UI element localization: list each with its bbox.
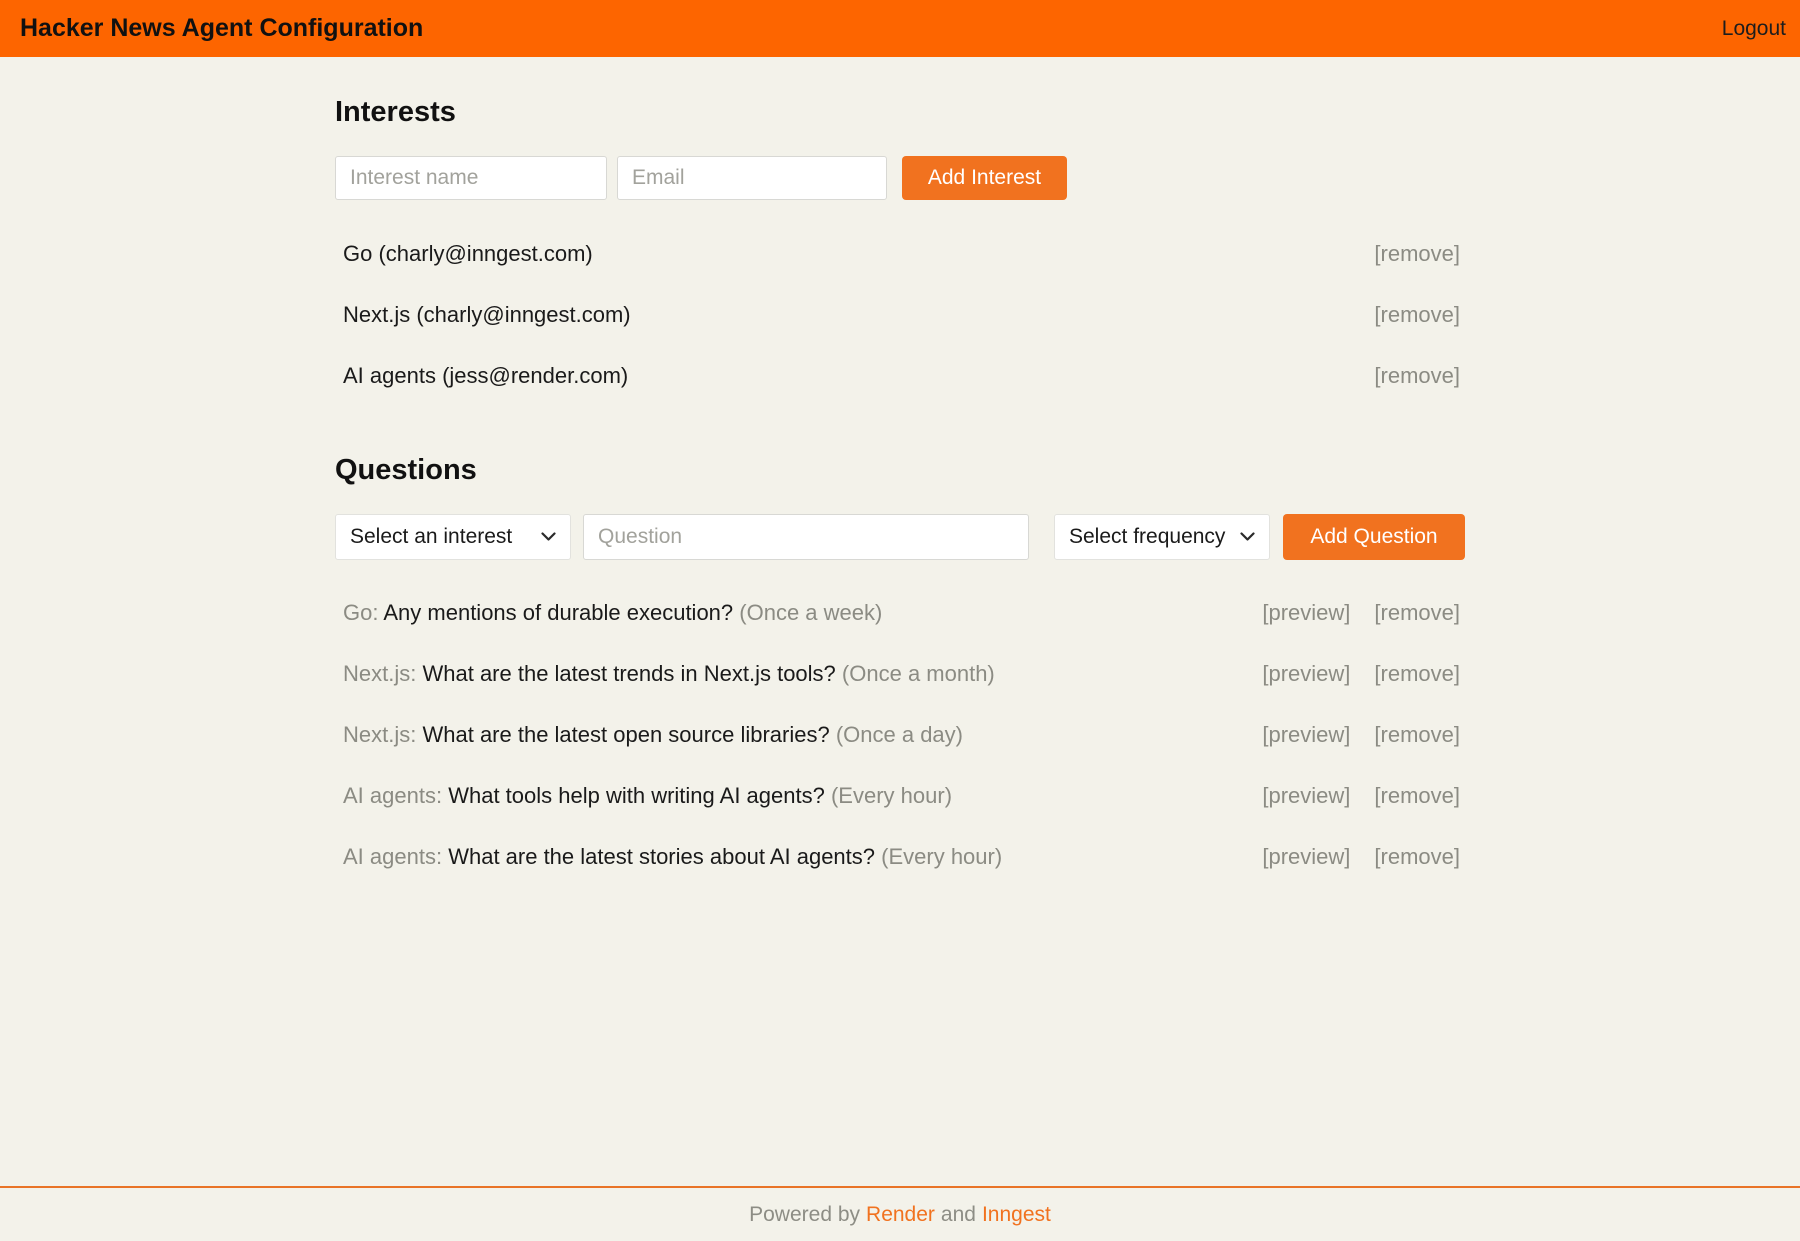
question-frequency: (Every hour): [881, 843, 1003, 869]
question-interest-prefix: Next.js:: [343, 721, 417, 747]
question-row: [335, 582, 1465, 643]
interest-remove-link[interactable]: [remove]: [1374, 301, 1460, 327]
question-preview-link[interactable]: [preview]: [1262, 782, 1351, 808]
interest-label: Go (charly@inngest.com): [343, 240, 593, 266]
question-text-group: [343, 722, 963, 748]
page-title: Hacker News Agent Configuration: [20, 14, 424, 42]
chevron-down-icon: [541, 532, 556, 542]
question-text: Any mentions of durable execution?: [383, 599, 734, 625]
question-remove-link[interactable]: [remove]: [1374, 721, 1460, 747]
question-preview-link[interactable]: [preview]: [1262, 843, 1351, 869]
question-frequency: (Once a month): [841, 660, 995, 686]
question-input[interactable]: [583, 514, 1029, 560]
question-actions: [1262, 661, 1460, 687]
question-interest-prefix: AI agents:: [343, 843, 443, 869]
question-remove-link[interactable]: [remove]: [1374, 782, 1460, 808]
question-preview-link[interactable]: [preview]: [1262, 599, 1351, 625]
question-frequency: (Every hour): [830, 782, 953, 808]
question-remove-link[interactable]: [remove]: [1374, 843, 1460, 869]
chevron-down-icon: [1240, 532, 1255, 542]
interest-select-value: Select an interest: [350, 525, 513, 548]
question-text: What are the latest open source libraries?: [422, 721, 830, 747]
question-text-group: [343, 783, 952, 809]
frequency-select[interactable]: [1054, 514, 1270, 560]
render-link[interactable]: Render: [866, 1202, 935, 1226]
question-interest-prefix: Next.js:: [343, 660, 417, 686]
interests-heading: Interests: [335, 96, 456, 128]
question-remove-link[interactable]: [remove]: [1374, 660, 1460, 686]
interest-remove-link[interactable]: [remove]: [1374, 362, 1460, 388]
question-text: What are the latest trends in Next.js tools?: [422, 660, 836, 686]
interest-label: AI agents (jess@render.com): [343, 362, 629, 388]
interest-row: [335, 223, 1465, 284]
question-actions: [1262, 722, 1460, 748]
question-actions: [1262, 783, 1460, 809]
question-list: [335, 582, 1465, 887]
question-text: What are the latest stories about AI agents?: [448, 843, 876, 869]
interest-remove-link[interactable]: [remove]: [1374, 240, 1460, 266]
question-text-group: [343, 661, 995, 687]
app-header: [0, 0, 1800, 57]
question-actions: [1262, 600, 1460, 626]
question-frequency: (Once a day): [835, 721, 963, 747]
question-frequency: (Once a week): [739, 599, 883, 625]
question-row: [335, 704, 1465, 765]
interest-row: [335, 345, 1465, 406]
question-preview-link[interactable]: [preview]: [1262, 660, 1351, 686]
logout-link[interactable]: Logout: [1721, 16, 1786, 40]
interest-form: [335, 156, 1465, 200]
interest-name-input[interactable]: [335, 156, 607, 200]
questions-section: [335, 454, 1465, 887]
question-row: [335, 765, 1465, 826]
question-row: [335, 643, 1465, 704]
interest-email-input[interactable]: [617, 156, 887, 200]
question-text-group: [343, 844, 1002, 870]
app-footer: [0, 1186, 1800, 1241]
question-text-group: [343, 600, 882, 626]
main-content: [0, 57, 1800, 1186]
question-actions: [1262, 844, 1460, 870]
and-text: and: [940, 1202, 976, 1226]
question-preview-link[interactable]: [preview]: [1262, 721, 1351, 747]
interests-section: [335, 96, 1465, 406]
powered-by-text: Powered by: [749, 1202, 861, 1226]
add-interest-button[interactable]: Add Interest: [902, 156, 1067, 200]
question-interest-prefix: Go:: [343, 599, 379, 625]
interest-select[interactable]: [335, 514, 571, 560]
question-remove-link[interactable]: [remove]: [1374, 599, 1460, 625]
question-text: What tools help with writing AI agents?: [448, 782, 825, 808]
question-interest-prefix: AI agents:: [343, 782, 443, 808]
interest-list: [335, 223, 1465, 406]
frequency-select-value: Select frequency: [1069, 525, 1226, 548]
interest-label: Next.js (charly@inngest.com): [343, 301, 631, 327]
question-row: [335, 826, 1465, 887]
questions-heading: Questions: [335, 454, 477, 486]
inngest-link[interactable]: Inngest: [981, 1202, 1051, 1226]
question-form: [335, 514, 1465, 560]
add-question-button[interactable]: Add Question: [1283, 514, 1465, 560]
interest-row: [335, 284, 1465, 345]
